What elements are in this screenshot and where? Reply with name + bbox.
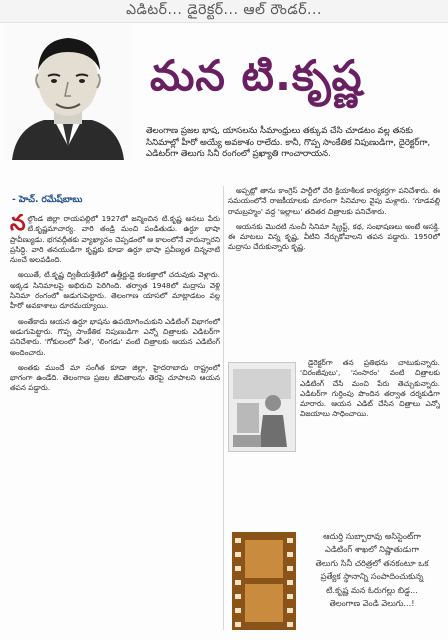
studio-photo xyxy=(228,362,296,452)
article-column-right-bottom xyxy=(300,358,440,520)
column-divider xyxy=(223,186,224,630)
top-banner xyxy=(0,0,448,23)
article-paragraph: అయితే, టి.కృష్ణ ద్వితీయశ్రేణిలో ఉత్తీర్ణుడై కలకత్తాలో చదువుకు వెళ్లారు. అక్కడ సినిమాలపై అభిరుచి పెరిగింది. తర్వాత 1948లో మద్రాసు వెళ్లి సినిమా రంగంలో అడుగుపెట్టారు. తెలంగాణ యాసలో మాట్లాడటం వల్ల హీరో అవకాశాలు దూరమయ్యాయి. xyxy=(10,270,220,311)
pull-quote-line: టి.కృష్ణ మన ఓరుగల్లు బిడ్డ... xyxy=(326,584,418,595)
drop-cap: న xyxy=(10,214,26,236)
pull-quote-line: తెలుగు సినీ చరిత్రలో తనకంటూ ఒక xyxy=(315,557,429,568)
pull-quote-line: ప్రత్యేక స్థానాన్ని సంపాదించుకున్న xyxy=(320,571,424,582)
pull-quote xyxy=(300,530,444,634)
article-paragraph: అంతకు ముందే మా సంగీత కూడా జిల్లా, హైదరాబాదు రాష్ట్రంలో భాగంగా ఉండేది. తెలంగాణ ప్రజల జీవితాలను తెరపై చూపాలని ఆయన తపన పడ్డారు. xyxy=(10,362,220,393)
pull-quote-line: ఎడిటింగ్ శాఖలో నిష్ణాతుడుగా xyxy=(325,544,419,555)
pull-quote-line: తెలంగాణ వెండి వెలుగు...! xyxy=(329,598,415,609)
paragraph-text: ల్గొండ జిల్లా రాయపల్లిలో 1927లో జన్మించిన టి.కృష్ణ అసలు పేరు టి.కృష్ణమాచార్య. వారి తండ్రి మంచి పండితుడు. ఉర్దూ భాషా ప్రావీణ్యుడు. భగవద్గీతకు వ్యాఖ్యానం చెప్పడంలో ఆ కాలంలోనే వారున్నారని ప్రసిద్ధి. వారి తనయుడిగా కృష్ణకు కూడా ఉర్దూ భాషా ప్రవీణ్యత చిన్ననాటి నుంచే అలవడింది. xyxy=(10,214,220,265)
article-paragraph: అంతేకాదు ఆయన ఉర్దూ భాషను ఉపయోగించుకుని ఎడిటింగ్ విభాగంలో అడుగుపెట్టారు. గొప్ప సాంకేతిక నిపుణుడిగా ఎన్నో చిత్రాలకు ఎడిటర్‌గా పనిచేశారు. 'గోకులంలో సీత', 'లింగడు' వంటి చిత్రాలకు ఆయన ఎడిటింగ్ అందించారు. xyxy=(10,316,220,357)
byline: - హెచ్. రమేష్‌బాబు xyxy=(12,195,83,205)
pull-quote-line: ఆదుర్తి సుబ్బారావు అసిస్టెంట్‌గా xyxy=(323,531,421,541)
article-paragraph: ఆయనకు మొదటి నుంచీ సినిమా స్క్రిప్ట్, కథ, సంభాషణలు అంటే ఆసక్తి. ఈ మాటలు విన్న కృష్ణ, వీటిని నేర్చుకోవాలని తపన పడ్డారు. 1950లో మద్రాసు చేరుకున్నారు కృష్ణ. xyxy=(228,221,440,252)
portrait-photo xyxy=(4,24,132,160)
film-strip-graphic xyxy=(232,532,296,630)
article-paragraph xyxy=(10,214,220,265)
article-paragraph: డైరెక్టర్‌గా తన ప్రతిభను చాటుకున్నారు. 'చిరంజీవులు', 'సంసారం' వంటి చిత్రాలకు ఎడిటింగ్ చేసి మంచి పేరు తెచ్చుకున్నారు. ఎడిటర్‌గా గుర్తింపు పొందిన తర్వాత దర్శకుడిగా మారారు. ఆయన ఎడిట్ చేసిన చిత్రాలు ఎన్నో విజయాలు సాధించాయి. xyxy=(300,358,440,419)
article-column-right-top xyxy=(228,186,440,356)
article-column-left xyxy=(10,214,220,630)
article-paragraph: అప్పట్లో తాను కాంగ్రెస్ పార్టీలో చేరి క్రియాశీలక కార్యకర్తగా పనిచేశారు. ఈ సమయంలోనే రాజకీయాలకు దూరంగా సినిమాల వైపు మళ్లారు. 'గూడవల్లి రామబ్రహ్మం' వద్ద 'ఇల్లాలు' తదితర చిత్రాలకు పనిచేశారు. xyxy=(228,186,440,216)
article-title: మన టి.కృష్ణ xyxy=(150,51,363,100)
kicker-line: ఎడిటర్... డైరెక్టర్... ఆల్ రౌండర్... xyxy=(126,2,322,18)
standfirst: తెలంగాణ ప్రజల భాష, యాసలను సీమాంధ్రులు తక్కువ చేసి చూడటం వల్ల తనకు సినిమాల్లో హీరో అయ్యే అవకాశం రాలేదు. కానీ, గొప్ప సాంకేతిక నిపుణుడిగా, దైరెక్టర్‌గా, ఎడిటర్‌గా తెలుగు సినీ రంగంలో ప్రఖ్యాతి గాంచారాయన. xyxy=(146,126,431,159)
